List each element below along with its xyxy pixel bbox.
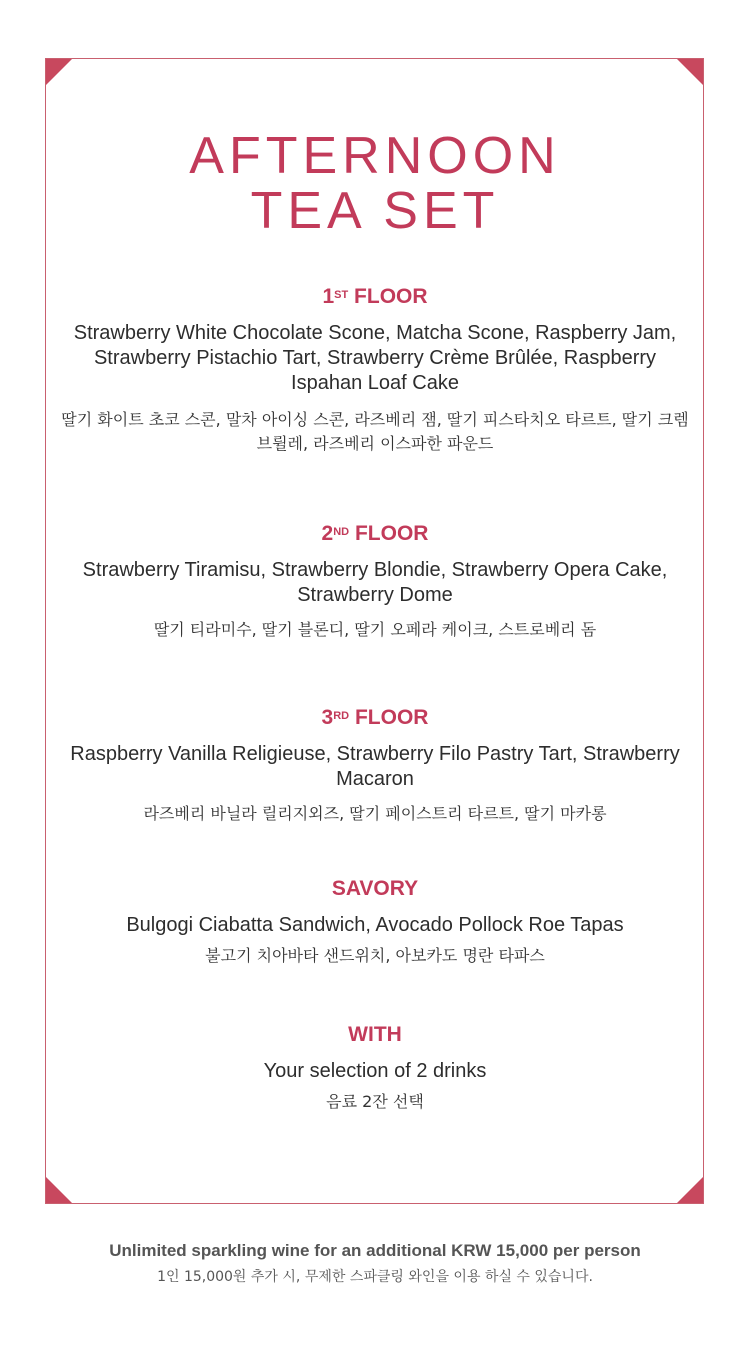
footer-note-korean: 1인 15,000원 추가 시, 무제한 스파클링 와인을 이용 하실 수 있습니다.	[157, 1269, 593, 1285]
menu-items-english: Bulgogi Ciabatta Sandwich, Avocado Pollock Roe Tapas	[126, 914, 624, 936]
section-savory	[60, 876, 690, 968]
section-second-floor	[60, 521, 690, 642]
menu-items-english: Raspberry Vanilla Religieuse, Strawberry Filo Pastry Tart, Strawberry Macaron	[70, 743, 680, 790]
section-with	[60, 1022, 690, 1114]
drinks-korean: 음료 2잔 선택	[326, 1092, 424, 1111]
section-third-floor	[60, 705, 690, 826]
section-heading: 3RD FLOOR	[321, 706, 429, 729]
section-first-floor	[60, 284, 690, 456]
menu-items-korean: 딸기 티라미수, 딸기 블론디, 딸기 오페라 케이크, 스트로베리 돔	[153, 620, 597, 639]
footer-note-english: Unlimited sparkling wine for an additional KRW 15,000 per person	[109, 1241, 641, 1260]
section-heading: 2ND FLOOR	[321, 522, 429, 545]
corner-decoration-top-right	[677, 59, 703, 85]
corner-decoration-bottom-left	[46, 1177, 72, 1203]
page-title-line-1: AFTERNOON	[189, 127, 561, 185]
menu-items-korean: 라즈베리 바닐라 릴리지외즈, 딸기 페이스트리 타르트, 딸기 마카롱	[143, 804, 607, 823]
section-heading: SAVORY	[331, 877, 419, 900]
corner-decoration-bottom-right	[677, 1177, 703, 1203]
drinks-english: Your selection of 2 drinks	[263, 1060, 487, 1082]
section-heading: WITH	[348, 1023, 402, 1046]
section-heading: 1ST FLOOR	[322, 285, 428, 308]
menu-items-english: Strawberry White Chocolate Scone, Matcha Scone, Raspberry Jam, Strawberry Pistachio Tart, Strawberry Crème Brûlée, Raspberry Ispahan Loaf Cake	[73, 322, 677, 394]
page-title-line-2: TEA SET	[250, 182, 500, 240]
menu-items-english: Strawberry Tiramisu, Strawberry Blondie, Strawberry Opera Cake, Strawberry Dome	[82, 559, 668, 606]
menu-items-korean: 불고기 치아바타 샌드위치, 아보카도 명란 타파스	[205, 946, 545, 965]
corner-decoration-top-left	[46, 59, 72, 85]
menu-items-korean: 딸기 화이트 초코 스콘, 말차 아이싱 스콘, 라즈베리 잼, 딸기 피스타치오 타르트, 딸기 크렘 브륄레, 라즈베리 이스파한 파운드	[61, 410, 689, 453]
